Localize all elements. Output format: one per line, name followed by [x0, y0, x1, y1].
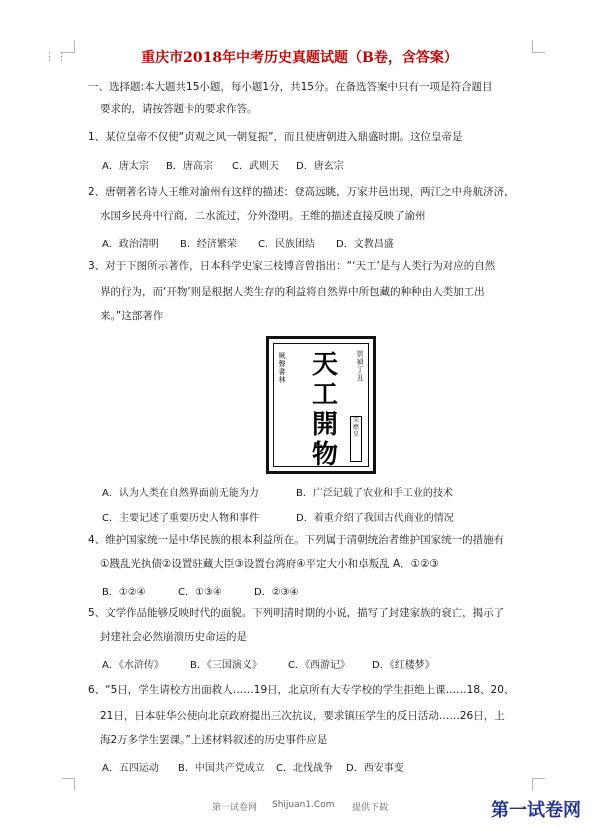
q5-option-c: C．《西游记》	[288, 660, 350, 671]
page-corner-mark	[62, 778, 75, 791]
q6-stem-line3: 海2万多学生罢课。”上述材料叙述的历史事件应是	[100, 734, 328, 746]
q3-option-b: B．广泛记载了农业和手工业的技术	[296, 488, 453, 499]
q2-stem-line1: 2、唐朝著名诗人王维对渝州有这样的描述：登高远眺，万家井邑出现，两江之中舟航济济，	[88, 186, 515, 198]
q6-stem-line2: 21日，日本驻华公使向北京政府提出三次抗议，要求镇压学生的反日活动……26日，上	[100, 710, 505, 722]
q3-option-a: A．认为人类在自然界面前无能为力	[102, 488, 259, 499]
q1-stem: 1、某位皇帝不仅使“贞观之风一朝复振”，而且使唐朝进入鼎盛时期。这位皇帝是	[88, 131, 463, 143]
q5-stem-line1: 5、文学作品能够反映时代的面貌。下列明清时期的小说，描写了封建家族的衰亡，揭示了	[88, 607, 505, 619]
footer-site-name: 第一试卷网	[212, 803, 258, 813]
q5-option-a: A．《水浒传》	[102, 660, 164, 671]
q5-stem-line2: 封建社会必然崩溃历史命运的是	[100, 631, 247, 643]
q3-option-d: D．着重介绍了我国古代商业的情况	[296, 513, 454, 524]
cover-main-title	[302, 350, 348, 470]
q1-option-a: A．唐太宗	[102, 161, 149, 172]
q4-stem-line2: ①戡乱光执债②设置驻藏大臣③设置台湾府④平定大小和卓叛乱 A．①②③	[100, 558, 439, 570]
q4-option-d: D．②③④	[254, 587, 299, 598]
q4-stem-line1: 4、维护国家统一是中华民族的根本利益所在。下列属于清朝统治者维护国家统一的措施有	[88, 534, 505, 546]
brand-watermark: 第一试卷网	[491, 800, 581, 821]
page-corner-mark	[532, 778, 545, 791]
q6-option-a: A．五四运动	[102, 763, 159, 774]
q1-option-b: B．唐高宗	[166, 161, 213, 172]
q2-option-d: D．文教昌盛	[336, 239, 394, 250]
cover-seal: 宋應星	[350, 416, 362, 462]
q3-stem-line2: 界的行为，而‘开物’则是根据人类生存的利益将自然界中所包藏的种种由人类加工出	[100, 286, 485, 298]
q3-option-c: C．主要记述了重要历史人物和事件	[102, 513, 259, 524]
q4-option-c: C．①③④	[178, 587, 222, 598]
drag-handle-icon[interactable]: ⋮⋮	[44, 50, 68, 63]
section-intro-line1: 一、选择题:本大题共15小题，每小题1分，共15分。在备选答案中只有一项是符合题目	[88, 81, 493, 93]
q3-stem-line3: 来。”这部著作	[100, 310, 164, 322]
cover-char: 工	[311, 380, 338, 410]
cover-left-text: 厥聲書林	[278, 352, 286, 384]
section-intro-line2: 要求的，请按答题卡的要求作答。	[100, 103, 258, 115]
q5-option-b: B．《三国演义》	[190, 660, 262, 671]
cover-char: 天	[311, 350, 338, 380]
q2-stem-line2: 水国乡民舟中行商，二水流过，分外澄明。王维的描述直接反映了渝州	[100, 210, 426, 222]
cover-right-text: 崇禎丁丑	[356, 350, 364, 382]
footer-download-text: 提供下载	[352, 803, 389, 813]
tiangong-kaiwu-cover-image	[266, 336, 376, 474]
cover-char: 開	[311, 410, 338, 440]
q4-option-b: B．①②④	[102, 587, 146, 598]
q3-stem-line1: 3、对于下图所示著作，日本科学史家三枝博音曾指出：“‘天工’是与人类行为对应的自然	[88, 260, 496, 272]
q6-option-c: C．北伐战争	[276, 763, 333, 774]
q6-option-d: D．西安事变	[346, 763, 404, 774]
q1-option-c: C．武则天	[232, 161, 279, 172]
q2-option-b: B．经济繁荣	[180, 239, 237, 250]
q2-option-c: C．民族团结	[258, 239, 315, 250]
q1-option-d: D．唐玄宗	[296, 161, 344, 172]
document-title: 重庆市2018年中考历史真题试题（B卷，含答案）	[141, 50, 458, 66]
footer-site-url[interactable]: Shijuan1.Com	[272, 800, 335, 810]
q2-option-a: A．政治清明	[102, 239, 159, 250]
cover-char: 物	[311, 440, 338, 470]
q6-stem-line1: 6、“5日，学生请校方出面救人……19日，北京所有大专学校的学生拒绝上课……18、20、	[88, 684, 515, 696]
q5-option-d: D．《红楼梦》	[372, 660, 435, 671]
q6-option-b: B．中国共产党成立	[178, 763, 265, 774]
